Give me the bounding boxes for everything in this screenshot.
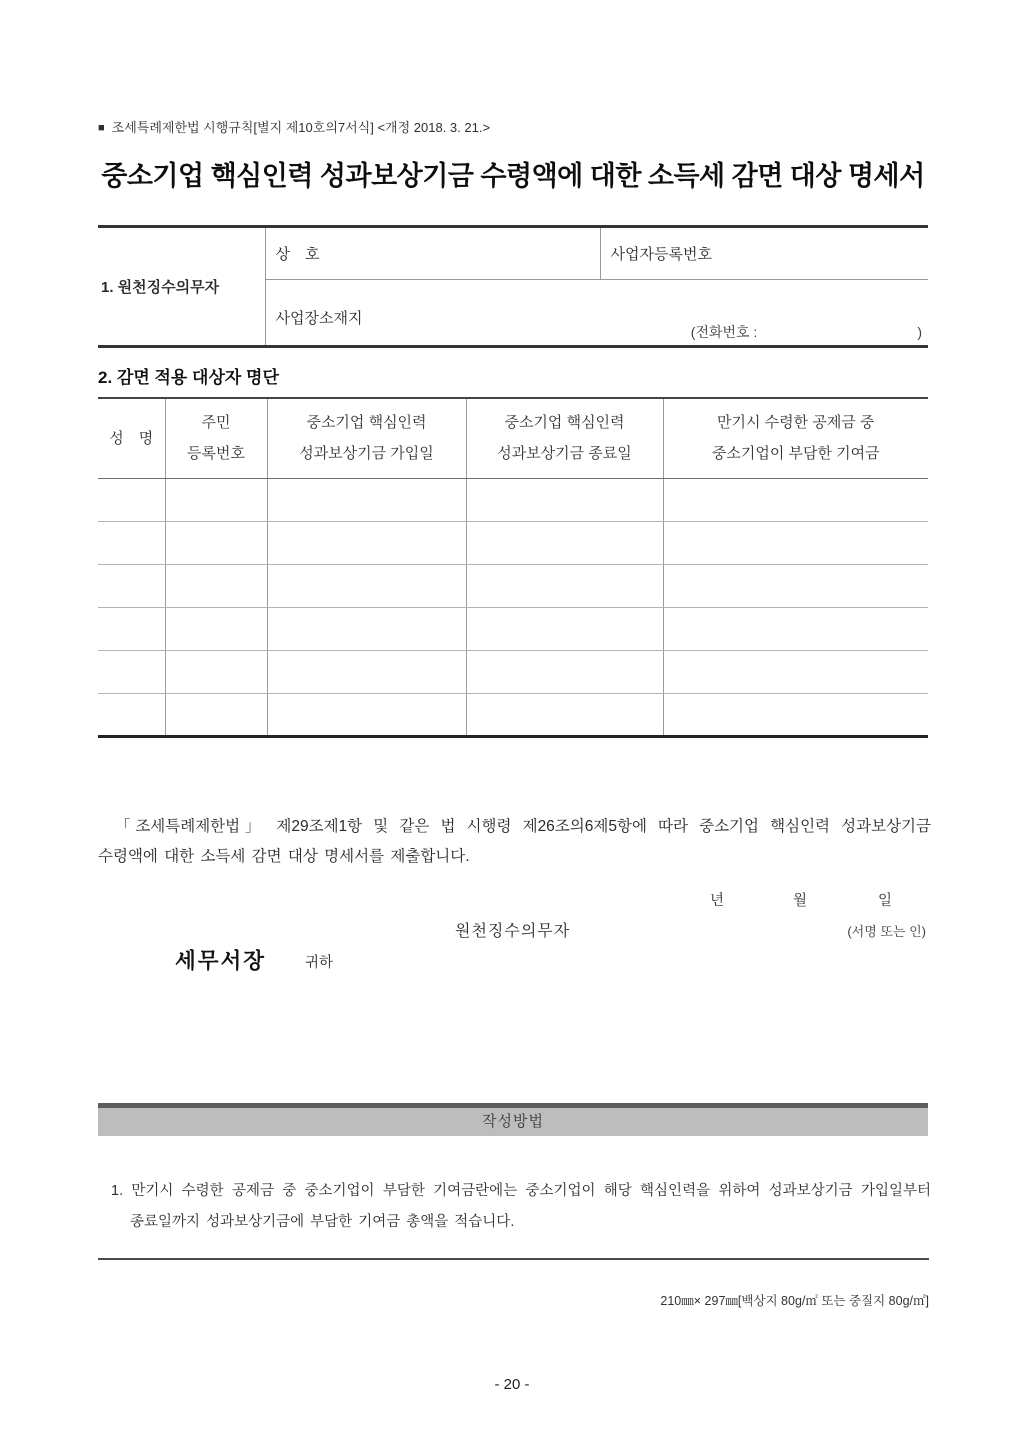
withholding-agent-table xyxy=(98,225,928,348)
roster-empty-cell xyxy=(98,607,165,650)
roster-empty-row xyxy=(98,478,928,521)
col-header-text: 성 명 xyxy=(109,429,154,447)
date-line xyxy=(98,889,928,909)
roster-empty-cell xyxy=(267,693,466,736)
roster-empty-cell xyxy=(165,693,267,736)
roster-empty-cell xyxy=(466,521,663,564)
roster-empty-cell xyxy=(663,564,928,607)
page-title: 중소기업 핵심인력 성과보상기금 수령액에 대한 소득세 감면 대상 명세서 xyxy=(101,161,925,191)
phone-label: (전화번호 : xyxy=(690,324,758,340)
roster-table xyxy=(98,397,928,738)
instructions-header-bar xyxy=(98,1103,928,1136)
day-label: 일 xyxy=(878,893,893,909)
recipient-label: 세무서장 xyxy=(175,949,267,973)
page-number: - 20 - xyxy=(494,1376,530,1393)
declaration-text: 「조세특례제한법」 제29조제1항 및 같은 법 시행령 제26조의6제5항에 따라 중소기업 핵심인력 성과보상기금 수령액에 대한 소득세 감면 대상 명세서를 제출합니다. xyxy=(98,818,931,865)
roster-empty-cell xyxy=(663,478,928,521)
roster-empty-cell xyxy=(98,478,165,521)
col-header-text: 중소기업이 부담한 기여금 xyxy=(711,445,880,463)
roster-empty-cell xyxy=(98,521,165,564)
roster-empty-row xyxy=(98,564,928,607)
recipient-row xyxy=(98,944,928,974)
roster-empty-cell xyxy=(267,521,466,564)
roster-empty-cell xyxy=(267,607,466,650)
roster-empty-row xyxy=(98,607,928,650)
col-header-text: 만기시 수령한 공제금 중 xyxy=(717,414,875,432)
roster-empty-cell xyxy=(663,607,928,650)
workplace-address-label: 사업장소재지 xyxy=(275,309,363,327)
roster-empty-cell xyxy=(165,564,267,607)
roster-empty-cell xyxy=(466,693,663,736)
phone-field xyxy=(691,322,922,342)
roster-empty-cell xyxy=(98,564,165,607)
roster-empty-cell xyxy=(466,564,663,607)
paper-spec: 210㎜× 297㎜[백상지 80g/㎡ 또는 중질지 80g/㎡] xyxy=(660,1294,929,1308)
roster-empty-cell xyxy=(663,521,928,564)
col-header-resident-reg-no xyxy=(165,398,267,478)
bottom-divider xyxy=(98,1258,929,1260)
roster-section-title: 2. 감면 적용 대상자 명단 xyxy=(98,368,279,387)
roster-empty-cell xyxy=(466,478,663,521)
roster-empty-row xyxy=(98,521,928,564)
workplace-address-cell xyxy=(265,280,928,347)
signature-note: (서명 또는 인) xyxy=(847,924,926,939)
roster-empty-cell xyxy=(165,478,267,521)
withholding-agent-section-label: 1. 원천징수의무자 xyxy=(98,227,265,347)
square-bullet-icon: ■ xyxy=(98,122,105,134)
roster-empty-cell xyxy=(165,650,267,693)
roster-empty-cell xyxy=(267,478,466,521)
table-row xyxy=(98,227,928,280)
col-header-fund-end-date xyxy=(466,398,663,478)
form-notice xyxy=(98,117,490,136)
roster-empty-row xyxy=(98,650,928,693)
year-label: 년 xyxy=(710,893,725,909)
col-header-text: 중소기업 핵심인력 xyxy=(306,414,427,432)
instruction-item-1: 1. 만기시 수령한 공제금 중 중소기업이 부담한 기여금란에는 중소기업이 해당 핵심인력을 위하여 성과보상기금 가입일부터 종료일까지 성과보상기금에 부담한 기여금 총액을 적습니다. xyxy=(111,1183,931,1230)
company-name-cell: 상 호 xyxy=(275,246,320,263)
roster-header xyxy=(98,398,928,478)
roster-empty-row xyxy=(98,693,928,736)
col-header-text: 성과보상기금 종료일 xyxy=(497,445,632,463)
roster-empty-cell xyxy=(165,521,267,564)
col-header-text: 주민 xyxy=(201,414,231,432)
col-header-text: 등록번호 xyxy=(187,445,245,463)
table-row xyxy=(98,398,928,478)
roster-body xyxy=(98,478,928,736)
declarant-label: 원천징수의무자 xyxy=(455,923,571,940)
roster-empty-cell xyxy=(466,607,663,650)
roster-empty-cell xyxy=(165,607,267,650)
roster-empty-cell xyxy=(267,564,466,607)
business-reg-no-cell: 사업자등록번호 xyxy=(600,227,928,280)
col-header-name xyxy=(98,398,165,478)
roster-empty-cell xyxy=(98,693,165,736)
roster-empty-cell xyxy=(466,650,663,693)
recipient-suffix: 귀하 xyxy=(305,955,334,971)
col-header-sme-contribution xyxy=(663,398,928,478)
instructions-header-label: 작성방법 xyxy=(482,1113,544,1130)
col-header-text: 중소기업 핵심인력 xyxy=(504,414,625,432)
form-notice-text: 조세특례제한법 시행규칙[별지 제10호의7서식] <개정 2018. 3. 21.> xyxy=(111,120,491,135)
phone-close-paren: ) xyxy=(917,324,922,340)
declarant-row xyxy=(98,918,928,942)
col-header-text: 성과보상기금 가입일 xyxy=(299,445,434,463)
roster-empty-cell xyxy=(663,650,928,693)
roster-empty-cell xyxy=(663,693,928,736)
col-header-fund-join-date xyxy=(267,398,466,478)
month-label: 월 xyxy=(793,893,808,909)
roster-empty-cell xyxy=(267,650,466,693)
roster-empty-cell xyxy=(98,650,165,693)
